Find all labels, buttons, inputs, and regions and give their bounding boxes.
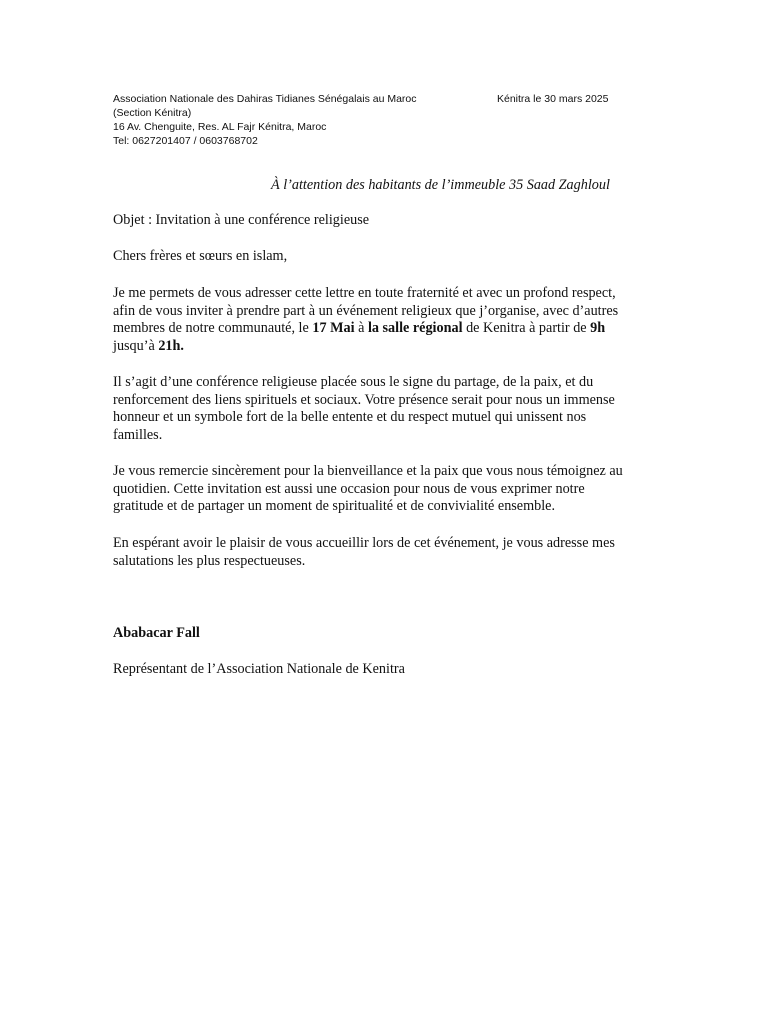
text-run: membres de notre communauté, le [113,320,313,337]
subject-line: Objet : Invitation à une conférence religieuse [113,212,370,228]
paragraph-line: afin de vous inviter à prendre part à un événement religieux que j’organise, avec d’autres [113,302,619,319]
paragraph-line: gratitude et de partager un moment de spiritualité et de convivialité ensemble. [113,498,556,515]
event-end-time: 21h. [158,337,184,354]
paragraph-thanks [113,463,658,516]
text-run: jusqu’à [113,337,159,354]
paragraph-line: Je vous remercie sincèrement pour la bienveillance et la paix que vous nous témoignez au [113,463,623,479]
event-date: 17 Mai [312,320,355,337]
recipient-line: À l’attention des habitants de l’immeuble 35 Saad Zaghloul [271,177,610,193]
signatory-name: Ababacar Fall [113,625,200,641]
signatory-role: Représentant de l’Association Nationale de Kenitra [113,661,405,677]
letter-date: Kénitra le 30 mars 2025 [497,93,609,105]
paragraph-line: Il s’agit d’une conférence religieuse placée sous le signe du partage, de la paix, et du [113,374,594,390]
text-run: à [354,320,368,337]
org-name: Association Nationale des Dahiras Tidianes Sénégalais au Maroc [113,93,417,105]
paragraph-line [113,320,658,338]
paragraph-line: quotidien. Cette invitation est aussi une occasion pour nous de vous exprimer notre [113,480,585,497]
greeting: Chers frères et sœurs en islam, [113,248,288,264]
paragraph-invitation [113,285,658,355]
org-phone: Tel: 0627201407 / 0603768702 [113,135,258,147]
org-address: 16 Av. Chenguite, Res. AL Fajr Kénitra, Maroc [113,121,327,133]
org-section: (Section Kénitra) [113,107,192,119]
paragraph-line: renforcement des liens spirituels et sociaux. Votre présence serait pour nous un immense [113,391,615,408]
paragraph-description [113,374,658,444]
text-run: de Kenitra à partir de [462,320,591,337]
event-start-time: 9h [590,320,606,337]
paragraph-line: honneur et un symbole fort de la belle entente et du respect mutuel qui unissent nos [113,409,587,426]
paragraph-closing [113,535,658,570]
paragraph-line: familles. [113,426,163,443]
letterhead [113,92,417,148]
paragraph-line: En espérant avoir le plaisir de vous accueillir lors de cet événement, je vous adresse mes [113,535,615,551]
paragraph-line [113,338,658,356]
paragraph-line: Je me permets de vous adresser cette lettre en toute fraternité et avec un profond respect, [113,285,616,301]
paragraph-line: salutations les plus respectueuses. [113,552,306,569]
event-venue: la salle régional [367,320,463,337]
